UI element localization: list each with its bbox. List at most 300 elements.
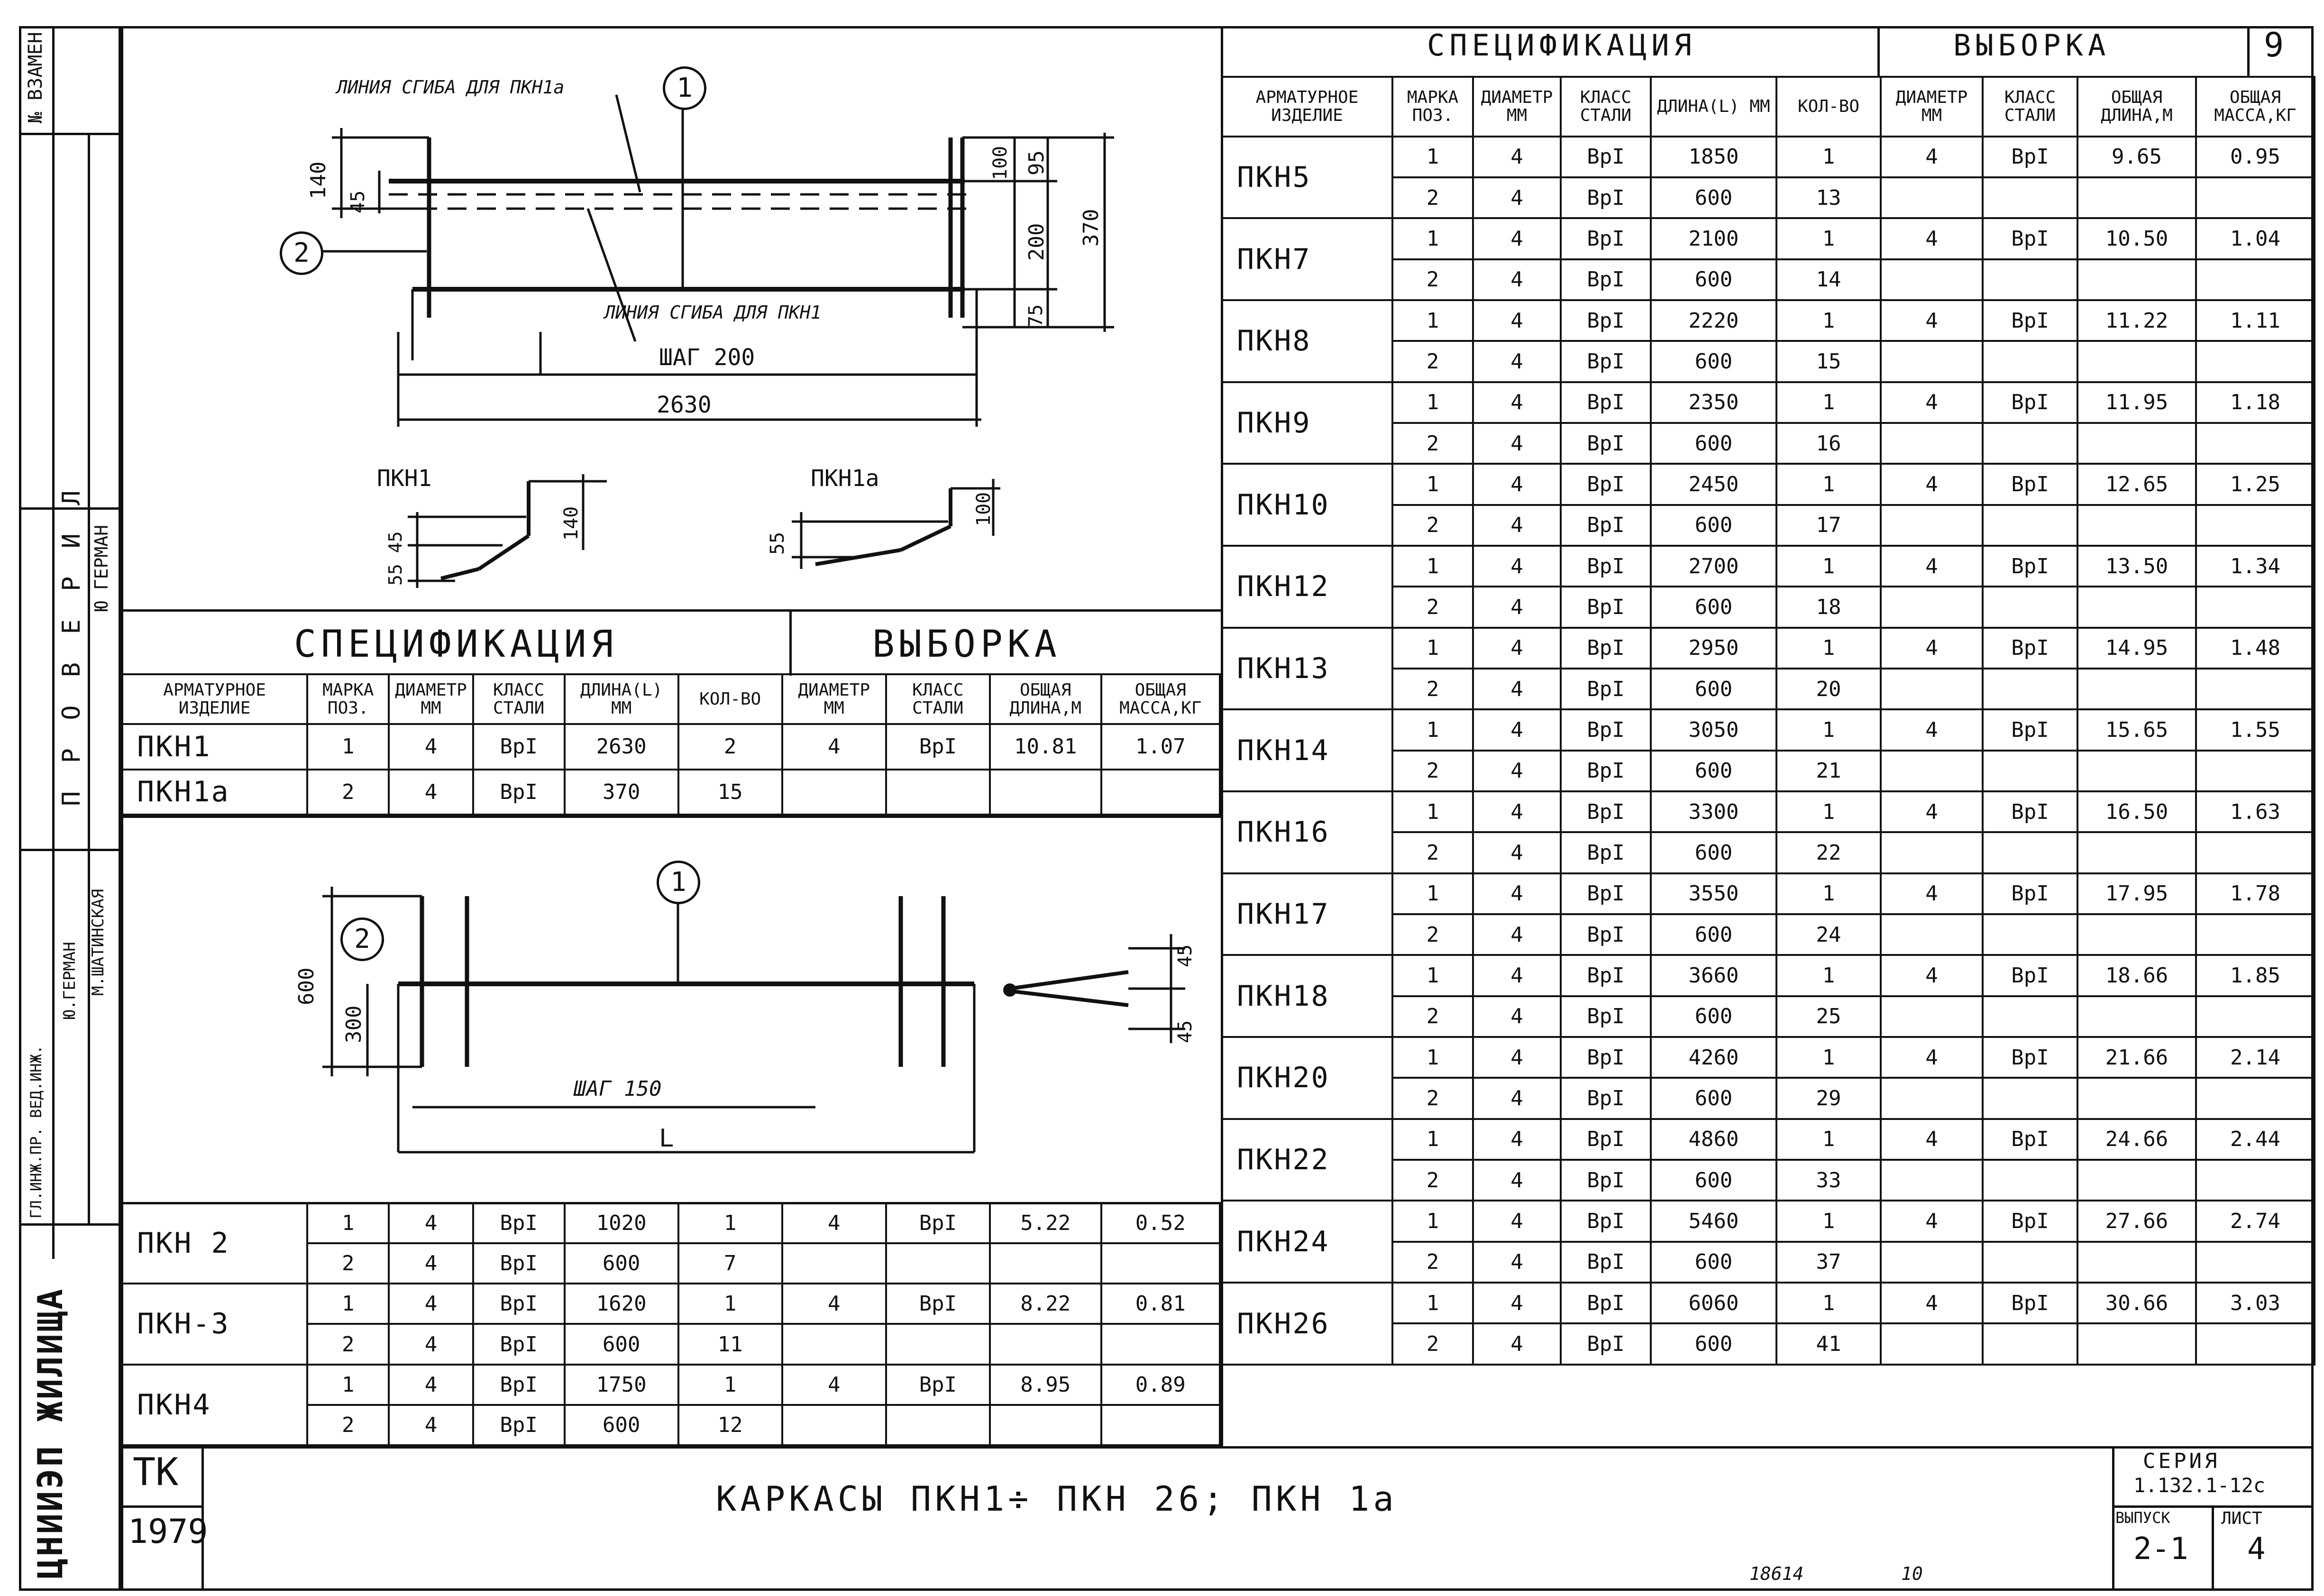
cell — [1983, 341, 2077, 382]
stamp-check-label: П Р О В Е Р И Л — [57, 484, 86, 806]
cell: 2 — [307, 770, 389, 815]
item-name: ПКН17 — [1222, 873, 1392, 955]
cell — [2077, 669, 2196, 709]
cell: 16 — [1776, 423, 1881, 464]
cell: 4 — [1881, 709, 1983, 750]
pkn1a-detail-dim-100: 100 — [973, 492, 995, 526]
cell: 1 — [307, 1284, 389, 1324]
cell: 4 — [1881, 546, 1983, 587]
item-name: ПКН20 — [1222, 1037, 1392, 1119]
cell: ВрI — [1983, 382, 2077, 423]
cell: 3300 — [1651, 791, 1776, 832]
cell — [2196, 1078, 2315, 1119]
header-steel-class: КЛАСС СТАЛИ — [1561, 77, 1651, 137]
cell: 1 — [1392, 1119, 1473, 1160]
cell: ВрI — [1983, 791, 2077, 832]
cell: ВрI — [1561, 955, 1651, 996]
top-step-dim: ШАГ 200 — [659, 344, 755, 371]
cell — [1881, 1160, 1983, 1201]
cell: ВрI — [1983, 628, 2077, 669]
cell: 4 — [389, 770, 473, 815]
cell: 370 — [565, 770, 678, 815]
cell — [1983, 1323, 2077, 1365]
left-spec-table — [121, 673, 1221, 816]
cell — [2077, 587, 2196, 627]
cell — [2077, 177, 2196, 218]
cell: ВрI — [1561, 1119, 1651, 1160]
cell: 600 — [1651, 341, 1776, 382]
cell: 2.44 — [2196, 1119, 2315, 1160]
cell: 8.22 — [990, 1284, 1101, 1324]
cell: 3050 — [1651, 709, 1776, 750]
cell — [886, 770, 990, 815]
cell — [990, 1243, 1101, 1284]
top-dim-140: 140 — [306, 161, 330, 199]
cell: 3550 — [1651, 873, 1776, 914]
cell — [2077, 996, 2196, 1037]
stamp-names-1: Ю.ГЕРМАН — [60, 942, 79, 1019]
cell: 2220 — [1651, 300, 1776, 341]
table-row — [122, 1203, 1220, 1243]
cell — [2077, 1078, 2196, 1119]
cell: 41 — [1776, 1323, 1881, 1365]
cell: 21 — [1776, 751, 1881, 791]
cell: ВрI — [1983, 955, 2077, 996]
top-dim-100: 100 — [989, 146, 1011, 180]
cell — [1881, 341, 1983, 382]
mid-dim-45b: 45 — [1174, 1020, 1196, 1043]
cell: 2 — [1392, 259, 1473, 300]
cell: ВрI — [1983, 464, 2077, 504]
cell: 2 — [1392, 505, 1473, 546]
cell: 2 — [1392, 751, 1473, 791]
cell — [2196, 1160, 2315, 1201]
cell — [1983, 914, 2077, 955]
cell: 4 — [389, 1324, 473, 1364]
cell — [1983, 669, 2077, 709]
table-row — [1222, 218, 2315, 259]
cell: ВрI — [1561, 218, 1651, 259]
cell: 600 — [1651, 1160, 1776, 1201]
cell: 1 — [1392, 137, 1473, 177]
cell: ВрI — [1561, 382, 1651, 423]
cell — [2077, 914, 2196, 955]
cell: 4 — [1473, 1323, 1561, 1365]
bottom-note-left: 18614 — [1749, 1563, 1804, 1584]
cell: 1 — [1776, 1037, 1881, 1078]
cell — [886, 1405, 990, 1445]
item-name: ПКН13 — [1222, 628, 1392, 710]
cell: 37 — [1776, 1242, 1881, 1283]
cell — [990, 770, 1101, 815]
cell: 2.14 — [2196, 1037, 2315, 1078]
cell — [1881, 669, 1983, 709]
right-selection-title: ВЫБОРКА — [1953, 28, 2111, 63]
cell: ВрI — [1561, 996, 1651, 1037]
item-name: ПКН9 — [1222, 382, 1392, 464]
cell: 2 — [1392, 423, 1473, 464]
bend-line-1-label: ЛИНИЯ СГИБА ДЛЯ ПКН1 — [604, 302, 822, 323]
cell — [1983, 505, 2077, 546]
cell: 4 — [1881, 300, 1983, 341]
cell — [2196, 341, 2315, 382]
cell: 600 — [1651, 914, 1776, 955]
header-diameter: ДИАМЕТР ММ — [1473, 77, 1561, 137]
cell: ВрI — [473, 770, 565, 815]
stamp-organization: ЦНИИЭП ЖИЛИЩА — [30, 1287, 70, 1579]
cell: 11.22 — [2077, 300, 2196, 341]
top-dim-75: 75 — [1025, 304, 1047, 327]
cell: 600 — [1651, 832, 1776, 873]
cell: 4 — [389, 1365, 473, 1405]
cell: ВрI — [1561, 259, 1651, 300]
cell: ВрI — [1561, 791, 1651, 832]
table-row — [1222, 546, 2315, 587]
cell — [2196, 423, 2315, 464]
cell: ВрI — [1561, 423, 1651, 464]
table-row — [122, 724, 1220, 770]
cell: 4 — [1881, 382, 1983, 423]
cell: ВрI — [473, 1405, 565, 1445]
cell: 4 — [1473, 791, 1561, 832]
cell — [2077, 1160, 2196, 1201]
cell: ВрI — [886, 724, 990, 770]
cell — [2196, 669, 2315, 709]
cell: 1.48 — [2196, 628, 2315, 669]
cell: 2 — [1392, 1242, 1473, 1283]
cell — [1983, 1078, 2077, 1119]
series-value: 1.132.1-12с — [2133, 1474, 2266, 1497]
header-sel-diameter: ДИАМЕТР ММ — [1881, 77, 1983, 137]
cell — [2077, 423, 2196, 464]
top-dim-45: 45 — [347, 190, 369, 213]
cell: ВрI — [1561, 300, 1651, 341]
item-name: ПКН 2 — [122, 1203, 307, 1284]
cell: 21.66 — [2077, 1037, 2196, 1078]
cell: 2 — [307, 1405, 389, 1445]
cell — [1881, 177, 1983, 218]
header-sel-steel-class: КЛАСС СТАЛИ — [886, 674, 990, 724]
cell: ВрI — [1561, 832, 1651, 873]
cell — [2077, 259, 2196, 300]
mid-position-1-callout: 1 — [657, 861, 700, 904]
cell: 1 — [1392, 628, 1473, 669]
bottom-note-right: 10 — [1901, 1563, 1923, 1584]
item-name: ПКН5 — [1222, 137, 1392, 219]
cell — [2077, 341, 2196, 382]
cell — [1101, 1324, 1220, 1364]
cell: ВрI — [1983, 1283, 2077, 1323]
table-row — [122, 1284, 1220, 1324]
cell: 4860 — [1651, 1119, 1776, 1160]
cell: 4 — [1473, 873, 1561, 914]
mid-dim-600: 600 — [294, 967, 319, 1005]
cell: 1 — [1392, 873, 1473, 914]
item-name: ПКН16 — [1222, 791, 1392, 873]
cell: 4 — [1473, 259, 1561, 300]
cell: 1 — [1776, 1201, 1881, 1241]
cell: 14 — [1776, 259, 1881, 300]
header-total-length: ОБЩАЯ ДЛИНА,М — [2077, 77, 2196, 137]
table-row — [1222, 1119, 2315, 1160]
cell: 17 — [1776, 505, 1881, 546]
cell: 600 — [1651, 587, 1776, 627]
item-name: ПКН1а — [122, 770, 307, 815]
cell: 1 — [1776, 382, 1881, 423]
cell: 600 — [565, 1405, 678, 1445]
cell: ВрI — [1561, 137, 1651, 177]
cell — [2196, 996, 2315, 1037]
cell: 1 — [1776, 1283, 1881, 1323]
cell: ВрI — [1561, 587, 1651, 627]
cell: 1620 — [565, 1284, 678, 1324]
cell — [1983, 751, 2077, 791]
cell: 1 — [678, 1203, 782, 1243]
cell: ВрI — [473, 1365, 565, 1405]
pkn1a-detail-dim-55: 55 — [767, 532, 788, 555]
cell: ВрI — [1561, 751, 1651, 791]
cell: 600 — [1651, 505, 1776, 546]
cell: 12.65 — [2077, 464, 2196, 504]
cell — [1881, 751, 1983, 791]
cell: ВрI — [886, 1365, 990, 1405]
cell — [2196, 751, 2315, 791]
cell — [782, 1243, 886, 1284]
cell: 4 — [782, 1203, 886, 1243]
cell: 4 — [1473, 137, 1561, 177]
cell: 2 — [1392, 1323, 1473, 1365]
mid-step-dim: ШАГ 150 — [574, 1077, 662, 1101]
corner-sheet-number: 9 — [2264, 26, 2284, 64]
cell: 24 — [1776, 914, 1881, 955]
cell — [2077, 832, 2196, 873]
cell: 4 — [1473, 382, 1561, 423]
item-name: ПКН10 — [1222, 464, 1392, 546]
pkn1a-detail-label: ПКН1а — [811, 465, 879, 492]
header-quantity: КОЛ-ВО — [678, 674, 782, 724]
cell: ВрI — [1561, 1242, 1651, 1283]
cell: 2 — [1392, 832, 1473, 873]
cell: 2 — [1392, 914, 1473, 955]
cell: 18.66 — [2077, 955, 2196, 996]
top-position-2-callout: 2 — [280, 231, 323, 275]
cell: 1 — [1776, 218, 1881, 259]
table-row — [1222, 1201, 2315, 1241]
cell: 1.18 — [2196, 382, 2315, 423]
cell: 600 — [565, 1324, 678, 1364]
header-diameter: ДИАМЕТР ММ — [389, 674, 473, 724]
cell: 2 — [1392, 587, 1473, 627]
cell: 4 — [1473, 832, 1561, 873]
cell: ВрI — [1561, 914, 1651, 955]
cell — [1983, 259, 2077, 300]
cell: 1750 — [565, 1365, 678, 1405]
cell: 1 — [1392, 300, 1473, 341]
cell: 4 — [1881, 1037, 1983, 1078]
cell — [1881, 996, 1983, 1037]
cell: 29 — [1776, 1078, 1881, 1119]
table-row — [1222, 709, 2315, 750]
header-total-mass: ОБЩАЯ МАССА,КГ — [2196, 77, 2315, 137]
cell: 1 — [1776, 546, 1881, 587]
cell: 2.74 — [2196, 1201, 2315, 1241]
table-row — [1222, 1037, 2315, 1078]
left-spec-title: СПЕЦИФИКАЦИЯ — [294, 623, 618, 666]
cell: 4 — [1473, 1283, 1561, 1323]
cell — [2196, 259, 2315, 300]
cell: 5460 — [1651, 1201, 1776, 1241]
cell: 4 — [1473, 423, 1561, 464]
cell: 1 — [1392, 1037, 1473, 1078]
cell: 10.81 — [990, 724, 1101, 770]
cell — [1983, 177, 2077, 218]
cell: 4 — [1473, 177, 1561, 218]
cell — [782, 1324, 886, 1364]
mid-dim-300: 300 — [342, 1005, 366, 1043]
cell: ВрI — [1561, 505, 1651, 546]
cell: 600 — [1651, 177, 1776, 218]
cell: 4 — [1473, 1119, 1561, 1160]
cell: 4 — [1473, 628, 1561, 669]
cell: 2 — [307, 1243, 389, 1284]
cell: 4 — [782, 724, 886, 770]
cell: ВрI — [886, 1203, 990, 1243]
cell: ВрI — [1983, 300, 2077, 341]
cell: 16.50 — [2077, 791, 2196, 832]
cell: ВрI — [1561, 1201, 1651, 1241]
cell: 1 — [1392, 1283, 1473, 1323]
cell: 4 — [1473, 505, 1561, 546]
cell — [1881, 1078, 1983, 1119]
item-name: ПКН1 — [122, 724, 307, 770]
cell: 1 — [1392, 546, 1473, 587]
cell — [2077, 1242, 2196, 1283]
cell: 13.50 — [2077, 546, 2196, 587]
cell: ВрI — [1561, 873, 1651, 914]
cell: 12 — [678, 1405, 782, 1445]
cell: 1.25 — [2196, 464, 2315, 504]
cell: 4 — [1473, 587, 1561, 627]
cell — [2196, 832, 2315, 873]
cell: 24.66 — [2077, 1119, 2196, 1160]
cell: 600 — [1651, 423, 1776, 464]
cell: 4 — [1473, 996, 1561, 1037]
cell: 4 — [1881, 873, 1983, 914]
cell: ВрI — [1561, 1283, 1651, 1323]
cell: ВрI — [1561, 177, 1651, 218]
cell: 2 — [1392, 669, 1473, 709]
cell: ВрI — [473, 1284, 565, 1324]
cell: 2450 — [1651, 464, 1776, 504]
cell: 600 — [1651, 669, 1776, 709]
cell: ВрI — [473, 724, 565, 770]
item-name: ПКН7 — [1222, 218, 1392, 300]
cell: 0.52 — [1101, 1203, 1220, 1243]
cell: 2 — [1392, 177, 1473, 218]
cell: 600 — [1651, 751, 1776, 791]
corner-number-divider — [2247, 26, 2250, 76]
cell: 4 — [1881, 464, 1983, 504]
cell: 20 — [1776, 669, 1881, 709]
cell: 8.95 — [990, 1365, 1101, 1405]
cell: ВрI — [1983, 1037, 2077, 1078]
cell: ВрI — [1561, 464, 1651, 504]
cell: 25 — [1776, 996, 1881, 1037]
cell: 2 — [678, 724, 782, 770]
pkn1-detail-dims: 55 45 — [385, 531, 406, 586]
header-mark: МАРКА ПОЗ. — [1392, 77, 1473, 137]
cell: 2350 — [1651, 382, 1776, 423]
table-row — [1222, 137, 2315, 177]
cell — [1881, 914, 1983, 955]
cell: 1 — [1392, 791, 1473, 832]
cell: 1 — [1776, 791, 1881, 832]
cell: 1.07 — [1101, 724, 1220, 770]
cell: 7 — [678, 1243, 782, 1284]
cell — [2196, 1242, 2315, 1283]
series-label: СЕРИЯ — [2143, 1449, 2220, 1473]
header-quantity: КОЛ-ВО — [1776, 77, 1881, 137]
cell — [886, 1243, 990, 1284]
cell: 1.55 — [2196, 709, 2315, 750]
cell: 4 — [1881, 218, 1983, 259]
cell: 1.34 — [2196, 546, 2315, 587]
cell — [1983, 1160, 2077, 1201]
table-row — [1222, 1283, 2315, 1323]
cell: 2100 — [1651, 218, 1776, 259]
table-row — [1222, 791, 2315, 832]
cell — [1983, 423, 2077, 464]
header-steel-class: КЛАСС СТАЛИ — [473, 674, 565, 724]
cell: 2700 — [1651, 546, 1776, 587]
cell: 5.22 — [990, 1203, 1101, 1243]
cell: 0.81 — [1101, 1284, 1220, 1324]
title-block-tk: ТК — [133, 1450, 179, 1494]
header-sel-diameter: ДИАМЕТР ММ — [782, 674, 886, 724]
cell: ВрI — [1561, 709, 1651, 750]
cell: ВрI — [1561, 341, 1651, 382]
cell — [1983, 1242, 2077, 1283]
table-row — [1222, 873, 2315, 914]
bend-line-1a-label: ЛИНИЯ СГИБА ДЛЯ ПКН1а — [337, 77, 565, 98]
cell: ВрI — [1983, 709, 2077, 750]
cell: 1 — [1776, 873, 1881, 914]
cell: 9.65 — [2077, 137, 2196, 177]
cell — [1881, 259, 1983, 300]
cell: 27.66 — [2077, 1201, 2196, 1241]
cell: 2 — [1392, 996, 1473, 1037]
cell: 1 — [1392, 709, 1473, 750]
table-row — [122, 770, 1220, 815]
cell: 4 — [1473, 1242, 1561, 1283]
cell: 4260 — [1651, 1037, 1776, 1078]
issue-label: ВЫПУСК — [2115, 1509, 2170, 1527]
cell: 1.78 — [2196, 873, 2315, 914]
cell — [1881, 1323, 1983, 1365]
cell: 1 — [1392, 218, 1473, 259]
stamp-inv-label: № ВЗАМЕН — [25, 32, 46, 123]
cell — [782, 770, 886, 815]
cell: 30.66 — [2077, 1283, 2196, 1323]
title-block-year: 1979 — [128, 1512, 208, 1551]
cell: ВрI — [1561, 1160, 1651, 1201]
table-row — [1222, 382, 2315, 423]
right-spec-title-divider — [1877, 26, 1880, 76]
cell: 2 — [307, 1324, 389, 1364]
right-spec-header-row — [1222, 77, 2315, 137]
cell: 1 — [1392, 955, 1473, 996]
cell: 4 — [782, 1284, 886, 1324]
